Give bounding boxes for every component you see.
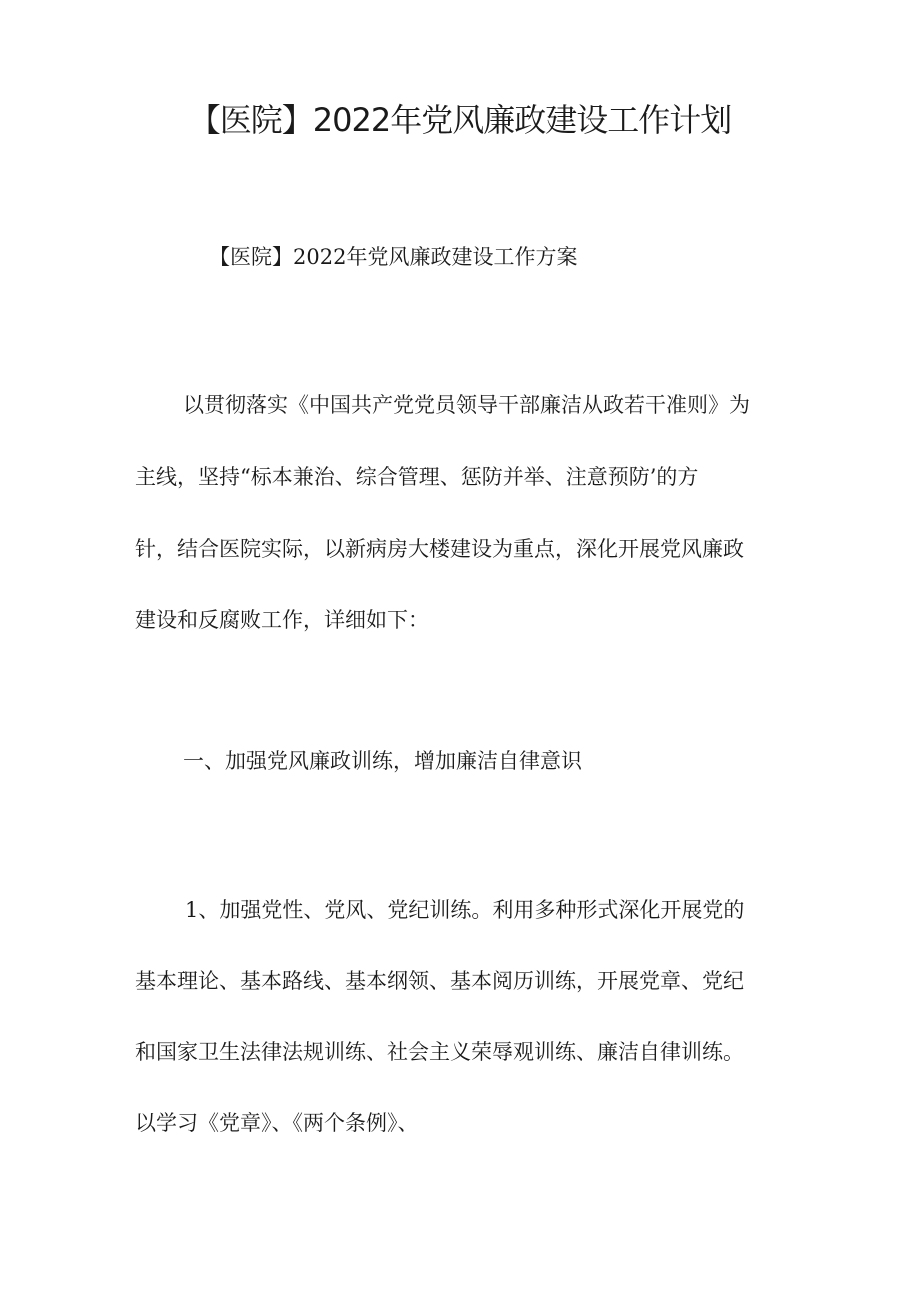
paragraph-line: 以学习《党章》、《两个条例》、 (135, 1111, 419, 1135)
paragraph-line: 以贯彻落实《中国共产党党员领导干部廉洁从政若干准则》为 (183, 393, 750, 417)
paragraph-line: 基本理论、基本路线、基本纲领、基本阅历训练，开展党章、党纪 (135, 969, 744, 993)
paragraph-line: 建设和反腐败工作，详细如下： (135, 608, 429, 632)
paragraph-line: 1、加强党性、党风、党纪训练。利用多种形式深化开展党的 (185, 898, 745, 922)
paragraph-line: 主线，坚持“标本兼治、综合管理、惩防并举、注意预防’的方 (135, 465, 699, 489)
paragraph-line: 和国家卫生法律法规训练、社会主义荣辱观训练、廉洁自律训练。 (135, 1040, 744, 1064)
paragraph-line: 针，结合医院实际，以新病房大楼建设为重点，深化开展党风廉政 (135, 537, 744, 561)
document-title: 【医院】2022年党风廉政建设工作计划 (188, 101, 732, 139)
document-subtitle: 【医院】2022年党风廉政建设工作方案 (209, 245, 578, 269)
section-heading: 一、加强党风廉政训练，增加廉洁自律意识 (183, 749, 582, 773)
